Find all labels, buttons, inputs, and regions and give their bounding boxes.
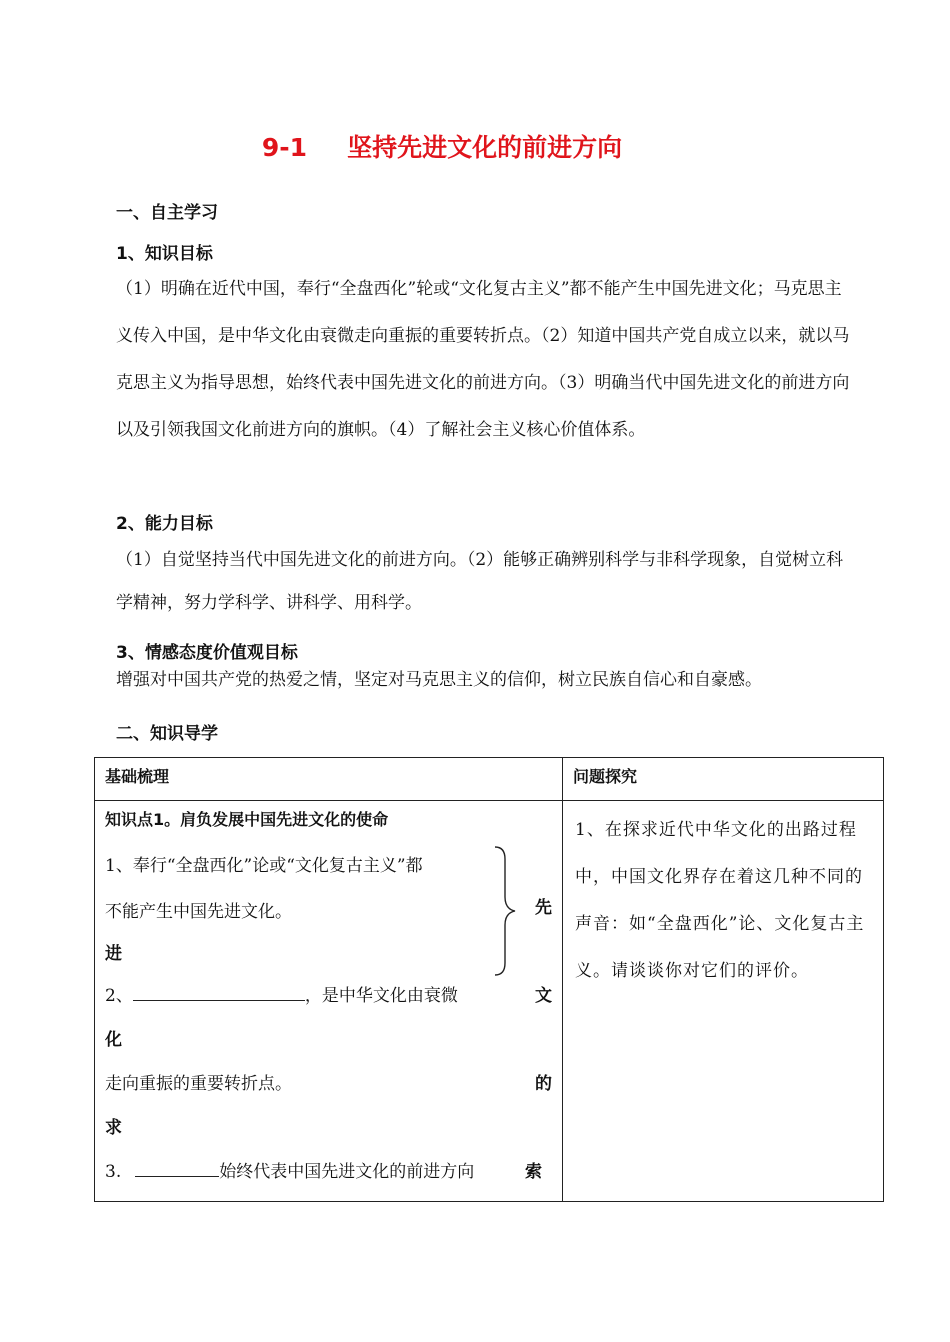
table-body-row bbox=[95, 801, 884, 1202]
knowledge-goal-heading: 1、知识目标 bbox=[116, 244, 213, 264]
answer-blank-1[interactable] bbox=[133, 986, 305, 1001]
side-char-6: 求 bbox=[105, 1118, 122, 1138]
section2-heading: 二、知识导学 bbox=[116, 724, 218, 744]
side-char-2: 进 bbox=[105, 944, 122, 964]
side-char-3: 文 bbox=[535, 986, 552, 1006]
side-char-4: 化 bbox=[105, 1030, 122, 1050]
line2b: 走向重振的重要转折点。 bbox=[105, 1074, 292, 1094]
side-char-5: 的 bbox=[535, 1074, 552, 1094]
side-char-1: 先 bbox=[535, 898, 552, 918]
line3 bbox=[105, 1157, 474, 1182]
emotion-goal-text: 增强对中国共产党的热爱之情，坚定对马克思主义的信仰，树立民族自信心和自豪感。 bbox=[116, 670, 762, 690]
ability-goal-text: （1）自觉坚持当代中国先进文化的前进方向。（2）能够正确辨别科学与非科学现象，自觉树立科学精神，努力学科学、讲科学、用科学。 bbox=[116, 550, 844, 613]
line2 bbox=[105, 981, 458, 1006]
header-cell-basics bbox=[95, 758, 563, 801]
question-text: 1、在探求近代中华文化的出路过程中，中国文化界存在着这几种不同的声音：如“全盘西化”论、文化复古主义。请谈谈你对它们的评价。 bbox=[575, 820, 865, 981]
section1-heading: 一、自主学习 bbox=[116, 203, 218, 223]
line1b: 不能产生中国先进文化。 bbox=[105, 902, 292, 922]
line1a: 1、奉行“全盘西化”论或“文化复古主义”都 bbox=[105, 856, 423, 876]
header-cell-questions bbox=[563, 758, 884, 801]
line2-suffix: ，是中华文化由衰微 bbox=[304, 986, 458, 1006]
answer-blank-2[interactable] bbox=[135, 1162, 219, 1177]
title-number: 9-1 bbox=[261, 133, 308, 162]
right-brace-icon bbox=[491, 845, 531, 977]
knowledge-guide-table bbox=[94, 757, 884, 1202]
title-text: 坚持先进文化的前进方向 bbox=[347, 133, 623, 162]
point-title: 知识点1。肩负发展中国先进文化的使命 bbox=[105, 810, 389, 829]
table-header-row bbox=[95, 758, 884, 801]
line2-prefix: 2、 bbox=[105, 986, 133, 1006]
basics-header: 基础梳理 bbox=[105, 767, 170, 786]
questions-header: 问题探究 bbox=[573, 767, 638, 786]
line3-suffix: 始终代表中国先进文化的前进方向 bbox=[219, 1162, 475, 1182]
line3-prefix: 3. bbox=[105, 1162, 122, 1182]
basics-cell bbox=[95, 801, 563, 1202]
side-char-7: 索 bbox=[525, 1162, 542, 1182]
emotion-goal-heading: 3、情感态度价值观目标 bbox=[116, 643, 298, 663]
page-title bbox=[0, 128, 884, 164]
ability-goal-heading: 2、能力目标 bbox=[116, 514, 213, 534]
questions-cell bbox=[563, 801, 884, 1202]
knowledge-goal-text: （1）明确在近代中国，奉行“全盘西化”轮或“文化复古主义”都不能产生中国先进文化；马克思主义传入中国，是中华文化由衰微走向重振的重要转折点。（2）知道中国共产党自成立以来，就以马克思主义为指导思想，始终代表中国先进文化的前进方向。（3）明确当代中国先进文化的前进方向以及引领我国文化前进方向的旗帜。（4）了解社会主义核心价值体系。 bbox=[116, 279, 850, 440]
